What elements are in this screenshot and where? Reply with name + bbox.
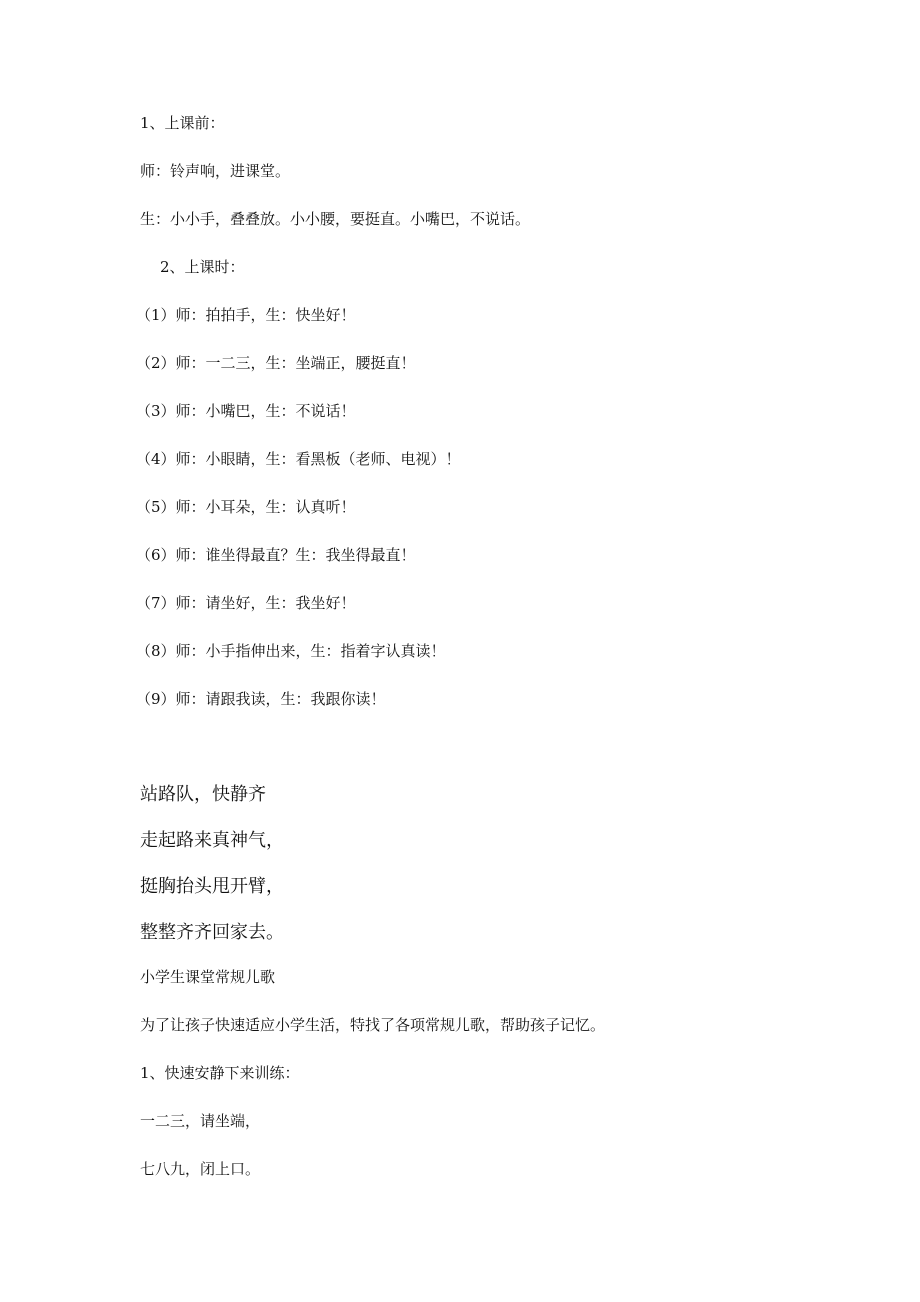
poem-line: 走起路来真神气，: [140, 830, 284, 851]
poem-line: 整整齐齐回家去。: [140, 922, 284, 943]
student-line: 生：小小手，叠叠放。小小腰，要挺直。小嘴巴，不说话。: [140, 210, 531, 228]
list-item: （2）师：一二三，生：坐端正，腰挺直！: [136, 354, 416, 372]
rhyme-title: 小学生课堂常规儿歌: [140, 968, 276, 986]
list-item: （6）师：谁坐得最直？生：我坐得最直！: [136, 546, 416, 564]
rhyme-line: 一二三，请坐端，: [140, 1112, 261, 1130]
list-item: （5）师：小耳朵，生：认真听！: [136, 498, 356, 516]
list-item: （9）师：请跟我读，生：我跟你读！: [136, 690, 386, 708]
list-item: （3）师：小嘴巴，生：不说话！: [136, 402, 356, 420]
poem-line: 站路队，快静齐: [140, 784, 266, 805]
intro-paragraph: 为了让孩子快速适应小学生活，特找了各项常规儿歌，帮助孩子记忆。: [140, 1016, 606, 1034]
section-heading-during-class: 2、上课时：: [160, 258, 245, 276]
poem-line: 挺胸抬头甩开臂，: [140, 876, 284, 897]
list-item: （8）师：小手指伸出来，生：指着字认真读！: [136, 642, 446, 660]
section-heading-before-class: 1、上课前：: [140, 114, 225, 132]
list-item: （1）师：拍拍手，生：快坐好！: [136, 306, 356, 324]
list-item: （4）师：小眼睛，生：看黑板（老师、电视）！: [136, 450, 461, 468]
teacher-line: 师：铃声响，进课堂。: [140, 162, 291, 180]
list-item: （7）师：请坐好，生：我坐好！: [136, 594, 356, 612]
rhyme-line: 七八九，闭上口。: [140, 1160, 261, 1178]
section-heading-quiet-training: 1、快速安静下来训练：: [140, 1064, 300, 1082]
